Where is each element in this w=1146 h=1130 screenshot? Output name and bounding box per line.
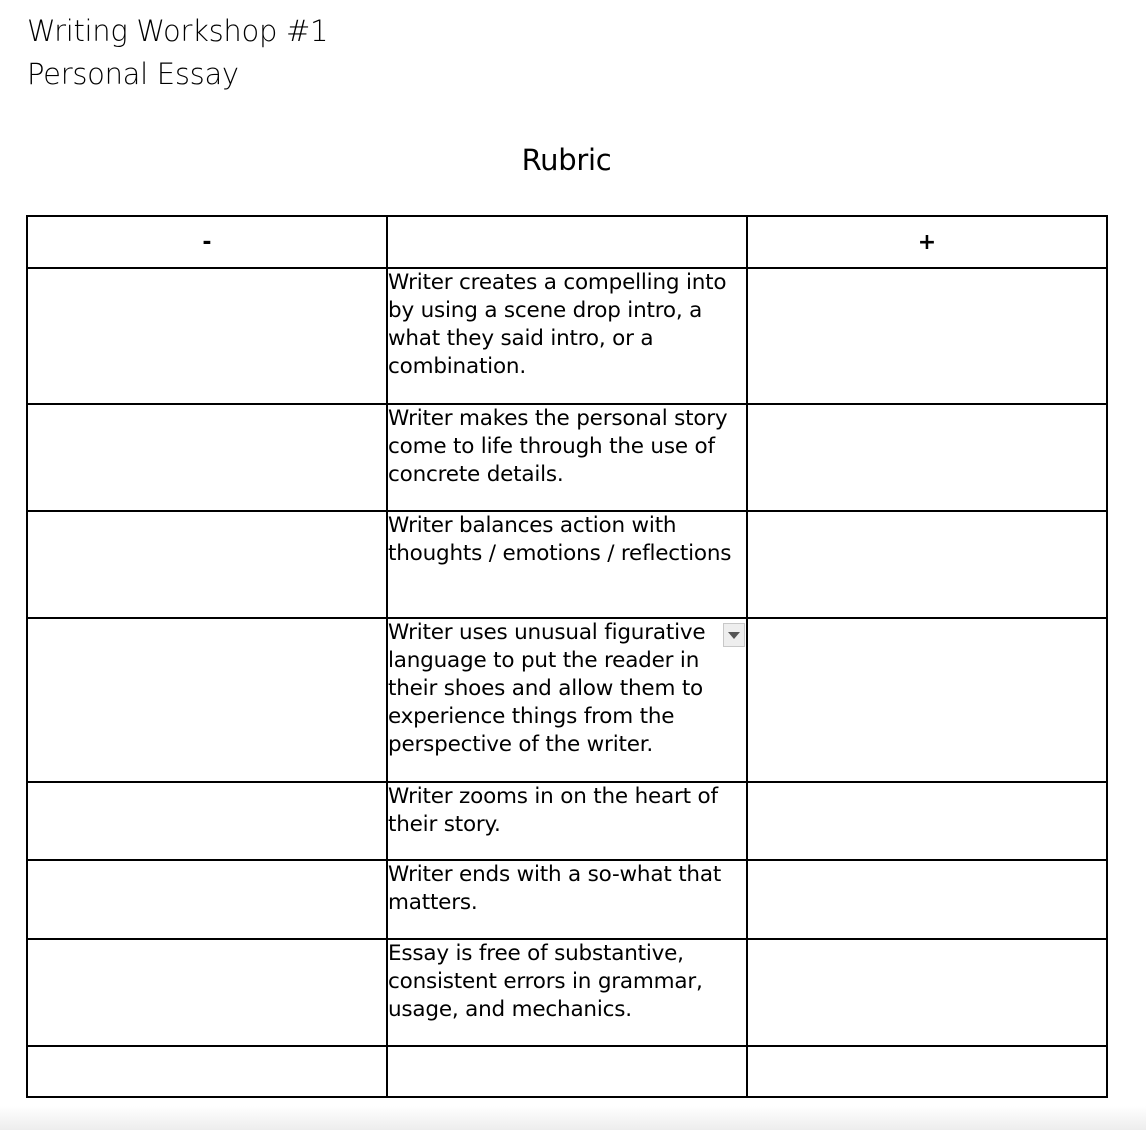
minus-cell[interactable] [27, 618, 387, 782]
plus-cell[interactable] [747, 404, 1107, 511]
minus-cell[interactable] [27, 511, 387, 618]
criterion-cell[interactable]: Writer creates a compelling into by using a scene drop intro, a what they said intro, or a combination. [387, 268, 747, 404]
criterion-cell[interactable]: Writer ends with a so-what that matters. [387, 860, 747, 939]
bottom-fade [0, 1106, 1146, 1130]
criterion-cell[interactable]: Writer zooms in on the heart of their story. [387, 782, 747, 860]
header-cell-plus[interactable]: + [747, 216, 1107, 268]
criterion-cell[interactable]: Writer makes the personal story come to life through the use of concrete details. [387, 404, 747, 511]
table-header-row [27, 216, 1107, 268]
rubric-heading: Rubric [521, 143, 612, 177]
minus-cell[interactable] [27, 860, 387, 939]
plus-cell[interactable] [747, 860, 1107, 939]
table-row [27, 404, 1107, 511]
plus-cell[interactable] [747, 618, 1107, 782]
table-row [27, 1046, 1107, 1097]
header-cell-minus[interactable]: - [27, 216, 387, 268]
table-row [27, 860, 1107, 939]
document-title: Writing Workshop #1 [27, 14, 329, 48]
plus-cell[interactable] [747, 1046, 1107, 1097]
plus-cell[interactable] [747, 511, 1107, 618]
document-subtitle: Personal Essay [27, 57, 239, 91]
table-row [27, 618, 1107, 782]
criterion-cell[interactable]: Essay is free of substantive, consistent errors in grammar, usage, and mechanics. [387, 939, 747, 1046]
plus-cell[interactable] [747, 939, 1107, 1046]
criterion-cell[interactable] [387, 618, 747, 782]
minus-cell[interactable] [27, 268, 387, 404]
table-row [27, 782, 1107, 860]
document-header [27, 10, 328, 96]
chevron-down-icon[interactable] [723, 623, 745, 647]
minus-cell[interactable] [27, 939, 387, 1046]
rubric-table [26, 215, 1108, 1098]
minus-cell[interactable] [27, 404, 387, 511]
criterion-text: Writer uses unusual figurative language to put the reader in their shoes and allow them to experience things from the perspective of the writer. [388, 620, 706, 757]
minus-cell[interactable] [27, 1046, 387, 1097]
table-row [27, 939, 1107, 1046]
plus-cell[interactable] [747, 268, 1107, 404]
minus-cell[interactable] [27, 782, 387, 860]
table-row [27, 268, 1107, 404]
table-row [27, 511, 1107, 618]
criterion-cell[interactable]: Writer balances action with thoughts / emotions / reflections [387, 511, 747, 618]
header-cell-middle[interactable] [387, 216, 747, 268]
criterion-cell[interactable] [387, 1046, 747, 1097]
plus-cell[interactable] [747, 782, 1107, 860]
